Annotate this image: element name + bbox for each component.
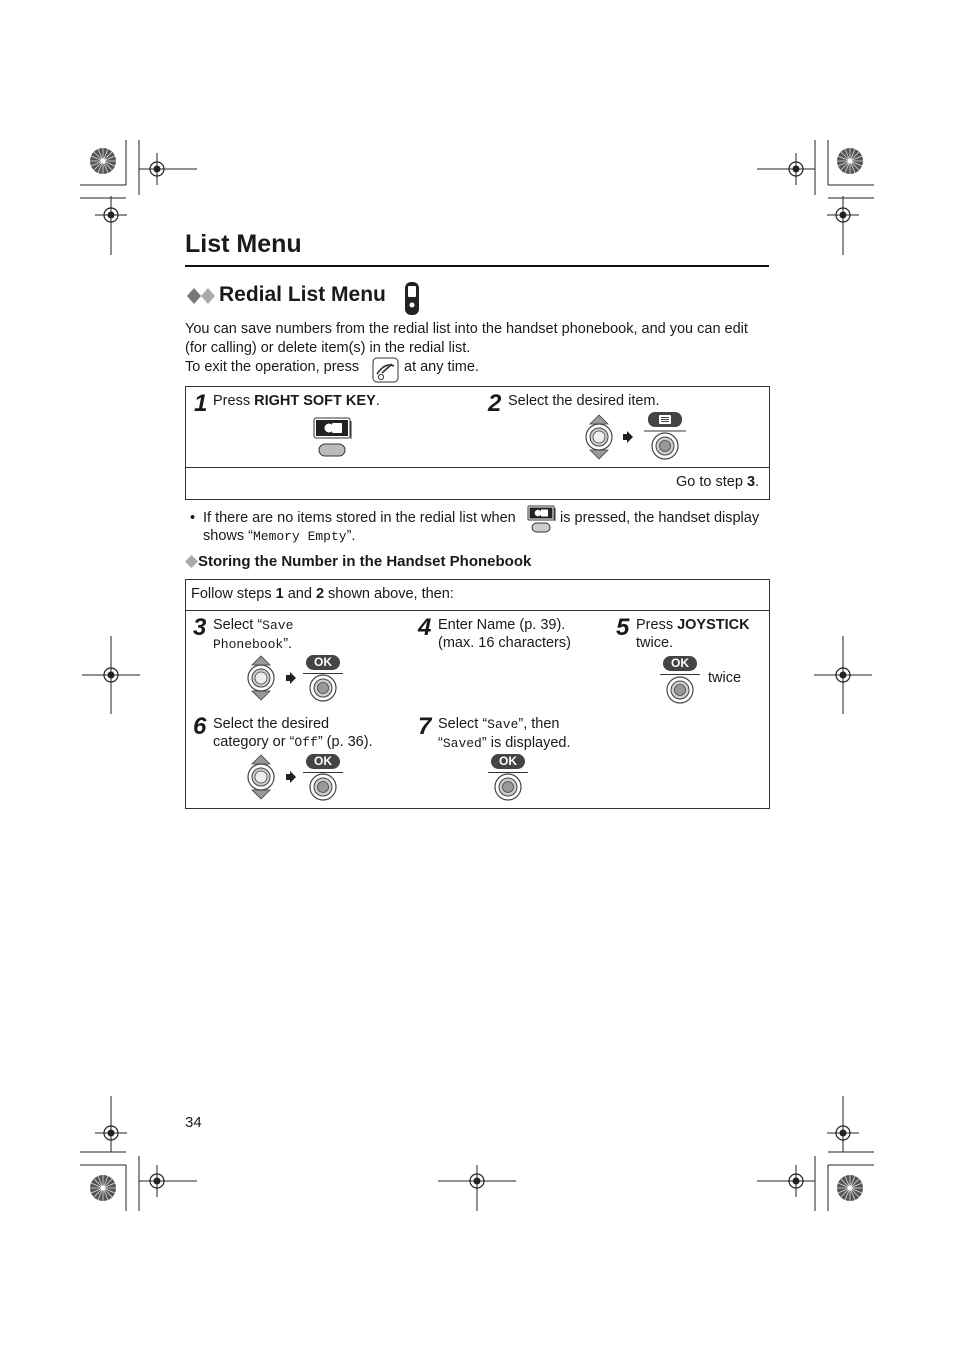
step-2-text: Select the desired item. [508, 393, 660, 409]
step-6-text: Select the desired category or “Off” (p. 36). [213, 716, 373, 750]
step-3-number: 3 [193, 614, 207, 641]
note-text-before: If there are no items stored in the redial list when [203, 510, 516, 526]
ok-underline [660, 674, 700, 675]
note-bullet: • [190, 510, 196, 526]
intro-line-2: (for calling) or delete item(s) in the redial list. [185, 340, 471, 356]
step-2-number: 2 [488, 390, 502, 417]
joystick-icon [584, 414, 614, 460]
step-6-number: 6 [193, 713, 207, 740]
hang-up-icon [372, 357, 399, 383]
step-1-number: 1 [194, 390, 208, 417]
diamond-bullet-icon [185, 555, 198, 568]
page-number: 34 [185, 1114, 202, 1131]
arrow-right-icon [286, 672, 296, 684]
intro-exit-before: To exit the operation, press [185, 359, 360, 375]
page-title: List Menu [185, 230, 302, 258]
step-1-text: Press RIGHT SOFT KEY. [213, 393, 380, 409]
intro-line-1: You can save numbers from the redial list into the handset phonebook, and you can edit [185, 321, 748, 337]
arrow-right-icon [623, 431, 633, 443]
joystick-ok-icon [666, 676, 694, 704]
ok-key-label: OK [306, 655, 340, 670]
step-3-text: Select “Save Phonebook”. [213, 617, 294, 652]
soft-key-icon [527, 505, 557, 533]
soft-key-icon [313, 417, 355, 459]
subsection-title: Storing the Number in the Handset Phonebook [198, 553, 532, 570]
section-title: Redial List Menu [219, 283, 386, 306]
ok-key-label: OK [663, 656, 697, 671]
step-4-number: 4 [418, 614, 432, 641]
joystick-icon [246, 754, 276, 800]
step-5-number: 5 [616, 614, 630, 641]
step-7-text: Select “Save”, then “Saved” is displayed. [438, 716, 571, 751]
title-rule [185, 265, 769, 267]
diamond-bullets-icon [186, 287, 218, 305]
joystick-ok-icon [494, 773, 522, 801]
step-7-number: 7 [418, 713, 432, 740]
step-5-text: Press JOYSTICK twice. [636, 617, 750, 651]
arrow-right-icon [286, 771, 296, 783]
menu-key-icon [644, 411, 688, 461]
note-text-after: is pressed, the handset display [560, 510, 760, 526]
joystick-icon [246, 655, 276, 701]
intro-exit-after: at any time. [404, 359, 479, 375]
goto-step: Go to step 3. [676, 474, 760, 490]
phone-icon [403, 281, 421, 316]
joystick-ok-icon [309, 674, 337, 702]
note-line-2: shows “Memory Empty”. [203, 528, 356, 544]
follow-divider [185, 610, 770, 611]
steps-divider [185, 467, 770, 468]
joystick-ok-icon [309, 773, 337, 801]
step-4-text: Enter Name (p. 39). (max. 16 characters) [438, 617, 571, 651]
follow-steps: Follow steps 1 and 2 shown above, then: [191, 586, 454, 602]
step-5-twice: twice [708, 670, 742, 686]
ok-key-label: OK [306, 754, 340, 769]
ok-key-label: OK [491, 754, 525, 769]
